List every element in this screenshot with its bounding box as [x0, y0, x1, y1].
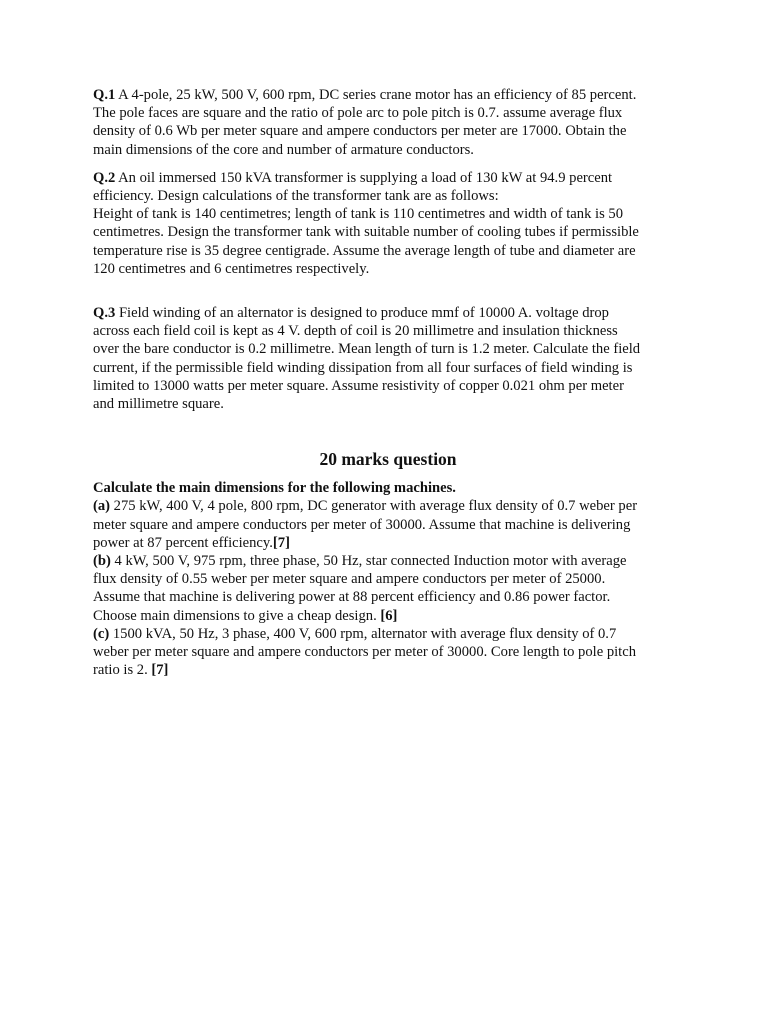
question-text-line: efficiency. Design calculations of the transformer tank are as follows:	[93, 188, 499, 205]
part-marks: [7]	[151, 662, 169, 679]
part-marks: [7]	[272, 534, 290, 551]
part-text-line: weber per meter square and ampere conductors per meter of 30000. Core length to pole pitch	[93, 644, 637, 661]
section-intro: Calculate the main dimensions for the following machines.	[93, 480, 456, 497]
question-text-line: current, if the permissible field winding dissipation from all four surfaces of field winding is	[93, 359, 633, 376]
part-label: (a)	[93, 498, 111, 515]
question-text-line: and millimetre square.	[93, 396, 224, 413]
part-label: (c)	[93, 625, 110, 642]
part-text-line: 4 kW, 500 V, 975 rpm, three phase, 50 Hz, star connected Induction motor with average	[110, 553, 627, 570]
section-heading: 20 marks question	[319, 449, 457, 470]
part-text-line: 1500 kVA, 50 Hz, 3 phase, 400 V, 600 rpm, alternator with average flux density of 0.7	[109, 625, 617, 642]
question-text-line: The pole faces are square and the ratio of pole arc to pole pitch is 0.7. assume average flux	[93, 105, 623, 122]
question-2	[93, 169, 683, 278]
question-label: Q.2	[93, 169, 116, 186]
question-text-line: across each field coil is kept as 4 V. depth of coil is 20 millimetre and insulation thickness	[93, 323, 618, 340]
question-text-line: An oil immersed 150 kVA transformer is supplying a load of 130 kW at 94.9 percent	[115, 169, 613, 186]
question-1	[93, 86, 683, 159]
question-text-line: temperature rise is 35 degree centigrade. Assume the average length of tube and diameter are	[93, 242, 636, 259]
part-text-line: ratio is 2.	[93, 662, 152, 679]
part-text-line: Assume that machine is delivering power at 88 percent efficiency and 0.86 power factor.	[93, 589, 611, 606]
part-label: (b)	[93, 553, 111, 570]
question-text-line: limited to 13000 watts per meter square. Assume resistivity of copper 0.021 ohm per meter	[93, 377, 624, 394]
question-text-line: centimetres. Design the transformer tank with suitable number of cooling tubes if permissible	[93, 224, 639, 241]
part-marks: [6]	[380, 607, 398, 624]
question-3	[93, 304, 683, 413]
document-page	[93, 86, 683, 679]
question-text-line: density of 0.6 Wb per meter square and ampere conductors per meter are 17000. Obtain the	[93, 123, 627, 140]
part-text-line: flux density of 0.55 weber per meter square and ampere conductors per meter of 25000.	[93, 571, 606, 588]
part-text-line: Choose main dimensions to give a cheap design.	[93, 607, 381, 624]
question-label: Q.3	[93, 305, 116, 322]
question-text-line: 120 centimetres and 6 centimetres respectively.	[93, 260, 370, 277]
question-label: Q.1	[93, 87, 116, 103]
question-text-line: Field winding of an alternator is designed to produce mmf of 10000 A. voltage drop	[115, 305, 609, 322]
part-text-line: meter square and ampere conductors per meter of 30000. Assume that machine is delivering	[93, 516, 631, 533]
question-text-line: A 4-pole, 25 kW, 500 V, 600 rpm, DC series crane motor has an efficiency of 85 percent.	[115, 87, 637, 103]
part-text-line: 275 kW, 400 V, 4 pole, 800 rpm, DC generator with average flux density of 0.7 weber per	[110, 498, 638, 515]
part-text-line: power at 87 percent efficiency.	[93, 534, 273, 551]
question-text-line: over the bare conductor is 0.2 millimetre. Mean length of turn is 1.2 meter. Calculate the field	[93, 341, 641, 358]
section-body	[93, 479, 683, 679]
question-text-line: main dimensions of the core and number of armature conductors.	[93, 141, 474, 158]
question-text-line: Height of tank is 140 centimetres; length of tank is 110 centimetres and width of tank is 50	[93, 206, 623, 223]
